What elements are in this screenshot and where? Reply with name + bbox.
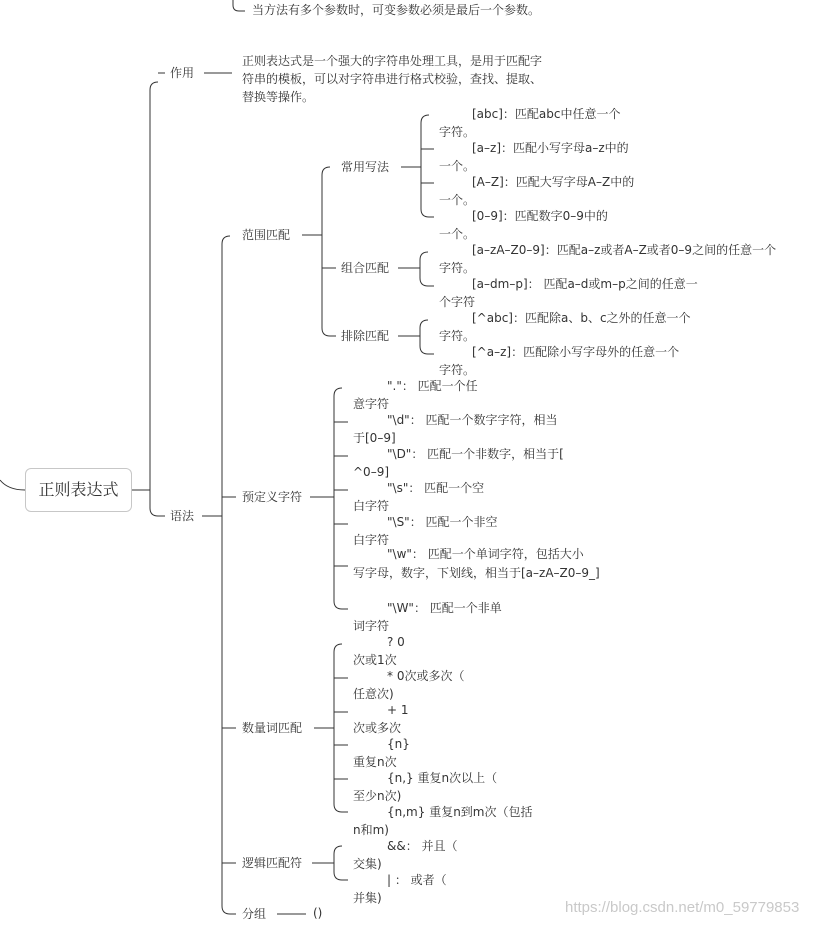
logic-item-1-b: 交集) [353, 857, 382, 871]
quant-item-6-a: {n,m} 重复n到m次（包括 [387, 805, 533, 819]
node-exclude[interactable]: 排除匹配 [341, 329, 390, 343]
quant-item-2-a: * 0次或多次（ [387, 669, 465, 683]
group-value: () [313, 906, 323, 920]
exclude-item-1-a: [^abc]：匹配除a、b、c之外的任意一个 [472, 311, 691, 325]
node-group[interactable]: 分组 [242, 907, 267, 921]
predef-item-2-a: "\d"： 匹配一个数字字符，相当 [387, 413, 558, 427]
quant-item-5-a: {n,} 重复n次以上（ [387, 771, 498, 785]
common-item-2-a: [a–z]：匹配小写字母a–z中的 [472, 141, 629, 155]
quant-item-4-b: 重复n次 [353, 755, 397, 769]
node-logic[interactable]: 逻辑匹配符 [242, 856, 303, 870]
quant-item-5-b: 至少n次) [353, 789, 402, 803]
zuoyong-desc-2: 符串的模板，可以对字符串进行格式校验，查找、提取、 [242, 72, 543, 86]
quant-item-2-b: 任意次) [353, 687, 394, 701]
common-item-4-a: [0–9]：匹配数字0–9中的 [472, 209, 608, 223]
node-yufa[interactable]: 语法 [170, 509, 195, 523]
quant-item-6-b: n和m) [353, 823, 389, 837]
predef-item-6-a: "\w"： 匹配一个单词字符，包括大小 [387, 547, 584, 561]
top-note: 当方法有多个参数时，可变参数必须是最后一个参数。 [252, 3, 541, 17]
predef-item-2-b: 于[0–9] [353, 431, 396, 445]
node-common[interactable]: 常用写法 [341, 160, 390, 174]
combo-item-1-a: [a–zA–Z0–9]：匹配a–z或者A–Z或者0–9之间的任意一个 [472, 243, 777, 257]
common-item-1-a: [abc]：匹配abc中任意一个 [472, 107, 621, 121]
watermark: https://blog.csdn.net/m0_59779853 [565, 899, 800, 916]
common-item-4-b: 一个。 [439, 227, 476, 241]
zuoyong-desc-3: 替换等操作。 [242, 90, 315, 104]
quant-item-3-b: 次或多次 [353, 721, 402, 735]
quant-item-3-a: + 1 [387, 703, 409, 717]
exclude-item-1-b: 字符。 [439, 329, 476, 343]
quant-item-1-a: ? 0 [387, 635, 405, 649]
node-combo[interactable]: 组合匹配 [341, 261, 390, 275]
logic-item-2-a: | ： 或者（ [387, 873, 447, 887]
node-predef[interactable]: 预定义字符 [242, 490, 303, 504]
quant-item-1-b: 次或1次 [353, 653, 397, 667]
common-item-3-a: [A–Z]：匹配大写字母A–Z中的 [472, 175, 635, 189]
combo-item-2-a: [a–dm–p]： 匹配a–d或m–p之间的任意一 [472, 277, 698, 291]
node-range[interactable]: 范围匹配 [242, 228, 291, 242]
predef-item-3-b: ^0–9] [353, 465, 390, 479]
zuoyong-desc-1: 正则表达式是一个强大的字符串处理工具，是用于匹配字 [242, 54, 543, 68]
predef-item-7-a: "\W"： 匹配一个非单 [387, 601, 502, 615]
common-item-3-b: 一个。 [439, 193, 476, 207]
logic-item-2-b: 并集) [353, 891, 382, 905]
combo-item-1-b: 字符。 [439, 261, 476, 275]
node-quant[interactable]: 数量词匹配 [242, 721, 303, 735]
predef-item-1-a: "."： 匹配一个任 [387, 379, 478, 393]
common-item-1-b: 字符。 [439, 125, 476, 139]
predef-item-7-b: 词字符 [353, 619, 390, 633]
root-node[interactable]: 正则表达式 [25, 468, 132, 512]
predef-item-5-a: "\S"： 匹配一个非空 [387, 515, 498, 529]
predef-item-6-b: 写字母，数字，下划线，相当于[a–zA–Z0–9_] [353, 566, 600, 580]
predef-item-4-a: "\s"： 匹配一个空 [387, 481, 485, 495]
predef-item-3-a: "\D"： 匹配一个非数字，相当于[ [387, 447, 564, 461]
quant-item-4-a: {n} [387, 737, 410, 751]
predef-item-5-b: 白字符 [353, 533, 390, 547]
exclude-item-2-a: [^a–z]：匹配除小写字母外的任意一个 [472, 345, 680, 359]
logic-item-1-a: &&： 并且（ [387, 839, 458, 853]
predef-item-1-b: 意字符 [353, 397, 390, 411]
combo-item-2-b: 个字符 [439, 295, 476, 309]
node-zuoyong[interactable]: 作用 [170, 66, 195, 80]
exclude-item-2-b: 字符。 [439, 363, 476, 377]
predef-item-4-b: 白字符 [353, 499, 390, 513]
common-item-2-b: 一个。 [439, 159, 476, 173]
